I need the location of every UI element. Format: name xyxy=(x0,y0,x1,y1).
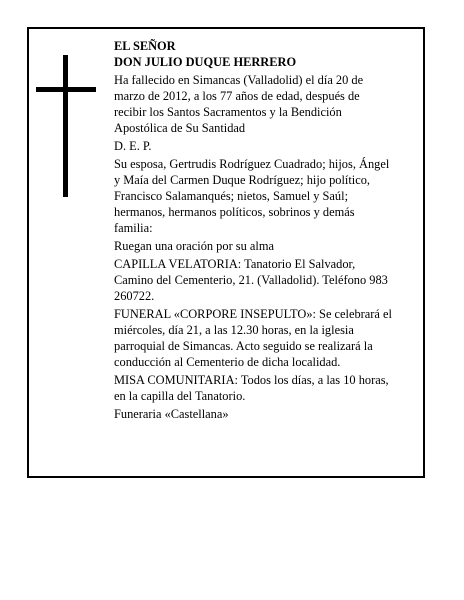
cross-icon xyxy=(36,55,96,197)
text-line: D. E. P. xyxy=(114,139,152,153)
text-line: miércoles, día 21, a las 12.30 horas, en la iglesia xyxy=(114,323,354,337)
text-line: en la capilla del Tanatorio. xyxy=(114,389,246,403)
heading-title: EL SEÑOR xyxy=(114,39,176,53)
text-line: Funeraria «Castellana» xyxy=(114,407,229,421)
text-line: marzo de 2012, a los 77 años de edad, después de xyxy=(114,89,360,103)
text-line: conducción al Cementerio de dicha localidad. xyxy=(114,355,341,369)
deceased-heading xyxy=(114,38,426,70)
text-line: Ha fallecido en Simancas (Valladolid) el día 20 de xyxy=(114,73,364,87)
text-line: y Maía del Carmen Duque Rodríguez; hijo político, xyxy=(114,173,371,187)
prayer-request xyxy=(114,238,426,254)
text-line: Apostólica de Su Santidad xyxy=(114,121,246,135)
deceased-name: DON JULIO DUQUE HERRERO xyxy=(114,55,297,69)
community-mass-paragraph xyxy=(114,372,426,404)
family-paragraph xyxy=(114,156,426,236)
text-line: hermanos, hermanos políticos, sobrinos y demás xyxy=(114,205,355,219)
funeral-paragraph xyxy=(114,306,426,370)
text-line: 260722. xyxy=(114,289,155,303)
cross-horizontal-bar xyxy=(36,87,96,92)
text-line: Francisco Salamanqués; nietos, Samuel y Saúl; xyxy=(114,189,349,203)
text-line: FUNERAL «CORPORE INSEPULTO»: Se celebrará el xyxy=(114,307,392,321)
text-line: recibir los Santos Sacramentos y la Bendición xyxy=(114,105,342,119)
chapel-paragraph xyxy=(114,256,426,304)
text-line: Ruegan una oración por su alma xyxy=(114,239,274,253)
death-announcement xyxy=(114,72,426,136)
text-line: Camino del Cementerio, 21. (Valladolid). Teléfono 983 xyxy=(114,273,388,287)
text-line: MISA COMUNITARIA: Todos los días, a las 10 horas, xyxy=(114,373,389,387)
dep-line xyxy=(114,138,426,154)
text-line: Su esposa, Gertrudis Rodríguez Cuadrado; hijos, Ángel xyxy=(114,157,390,171)
text-line: familia: xyxy=(114,221,153,235)
funeral-home xyxy=(114,406,426,422)
cross-vertical-bar xyxy=(63,55,68,197)
text-line: CAPILLA VELATORIA: Tanatorio El Salvador, xyxy=(114,257,356,271)
text-line: parroquial de Simancas. Acto seguido se realizará la xyxy=(114,339,373,353)
obituary-text xyxy=(114,38,426,422)
